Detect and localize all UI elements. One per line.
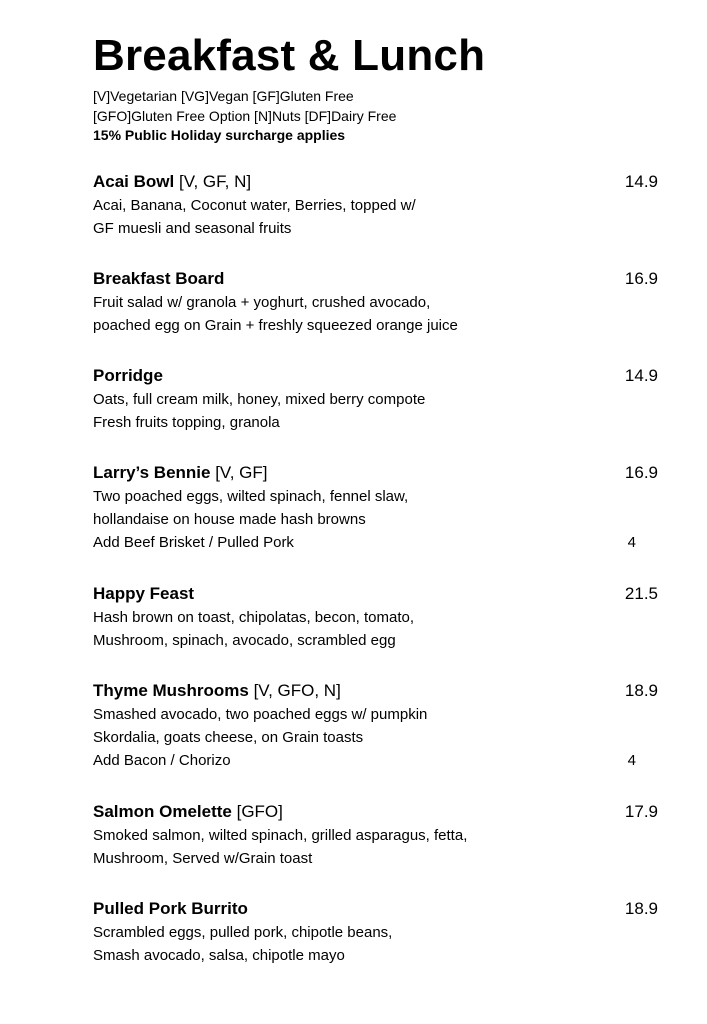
menu-item-name: Thyme Mushrooms: [93, 681, 249, 700]
menu-item-addon-price: 4: [627, 534, 636, 551]
menu-item-price: 18.9: [624, 681, 658, 700]
menu-item: [93, 800, 658, 870]
menu-item-dietary-tags: [GFO]: [231, 802, 283, 821]
menu-item-price: 16.9: [624, 463, 658, 482]
menu-item: [93, 461, 658, 555]
menu-item-header: [93, 461, 658, 485]
menu-item-name: Larry’s Bennie: [93, 463, 211, 482]
menu-item-description-line: Mushroom, Served w/Grain toast: [93, 850, 313, 867]
menu-item-name: Salmon Omelette: [93, 802, 232, 821]
menu-item-header: [93, 679, 658, 703]
menu-item-description-line: Smoked salmon, wilted spinach, grilled asparagus, fetta,: [93, 827, 468, 844]
menu-item-addon-label: Add Beef Brisket / Pulled Pork: [93, 534, 294, 551]
menu-item-price: 21.5: [624, 584, 658, 603]
menu-item-dietary-tags: [V, GF]: [210, 463, 268, 482]
menu-item: [93, 364, 658, 434]
menu-item-addon-price: 4: [627, 752, 636, 769]
menu-item-description-line: Smashed avocado, two poached eggs w/ pumpkin: [93, 706, 428, 723]
legend-line-2: [GFO]Gluten Free Option [N]Nuts [DF]Dairy Free: [93, 107, 397, 124]
menu-item-description: [93, 824, 658, 870]
menu-item-header: [93, 364, 658, 388]
dietary-legend: [93, 87, 653, 146]
menu-item-description-line: Mushroom, spinach, avocado, scrambled egg: [93, 632, 396, 649]
menu-item-price: 14.9: [624, 172, 658, 191]
menu-item-addon: [93, 749, 658, 773]
menu-item-name: Breakfast Board: [93, 269, 225, 288]
menu-item-addon-label: Add Bacon / Chorizo: [93, 752, 231, 769]
menu-item-description: [93, 388, 658, 434]
menu-item-name: Porridge: [93, 366, 163, 385]
menu-item-description-line: Oats, full cream milk, honey, mixed berry compote: [93, 391, 426, 408]
menu-item-name: Pulled Pork Burrito: [93, 899, 248, 918]
menu-item-description-line: hollandaise on house made hash browns: [93, 511, 366, 528]
menu-items: [93, 170, 658, 994]
menu-item-price: 16.9: [624, 269, 658, 288]
menu-item: [93, 897, 658, 967]
menu-item-name: Happy Feast: [93, 584, 195, 603]
menu-item-description-line: poached egg on Grain + freshly squeezed orange juice: [93, 317, 458, 334]
menu-item-description: [93, 194, 658, 240]
menu-item-header: [93, 582, 658, 606]
menu-item-header: [93, 800, 658, 824]
menu-item-description: [93, 485, 658, 531]
menu-item-description-line: Fresh fruits topping, granola: [93, 414, 280, 431]
menu-item-description: [93, 703, 658, 749]
legend-line-1: [V]Vegetarian [VG]Vegan [GF]Gluten Free: [93, 88, 354, 104]
menu-item-dietary-tags: [V, GFO, N]: [248, 681, 341, 700]
menu-item-header: [93, 267, 658, 291]
menu-item-description-line: Skordalia, goats cheese, on Grain toasts: [93, 729, 364, 746]
menu-item-description: [93, 291, 658, 337]
menu-item-price: 14.9: [624, 366, 658, 385]
menu-item-description-line: Hash brown on toast, chipolatas, becon, tomato,: [93, 609, 415, 626]
menu-item: [93, 267, 658, 337]
surcharge-notice: 15% Public Holiday surcharge applies: [93, 127, 346, 143]
menu-item-addon: [93, 531, 658, 555]
menu-item-name: Acai Bowl: [93, 172, 175, 191]
menu-item-dietary-tags: [V, GF, N]: [174, 172, 252, 191]
menu-item-description-line: Two poached eggs, wilted spinach, fennel slaw,: [93, 488, 409, 505]
menu-item-header: [93, 897, 658, 921]
menu-item-price: 17.9: [624, 802, 658, 821]
menu-item-description-line: Smash avocado, salsa, chipotle mayo: [93, 947, 345, 964]
menu-item: [93, 582, 658, 652]
page-title: Breakfast & Lunch: [93, 31, 486, 80]
menu-item-description-line: Acai, Banana, Coconut water, Berries, topped w/: [93, 197, 416, 214]
menu-item-price: 18.9: [624, 899, 658, 918]
menu-item: [93, 170, 658, 240]
menu-item-description: [93, 921, 658, 967]
menu-item-description-line: GF muesli and seasonal fruits: [93, 220, 292, 237]
menu-item-header: [93, 170, 658, 194]
menu-item-description-line: Fruit salad w/ granola + yoghurt, crushed avocado,: [93, 294, 431, 311]
menu-item-description: [93, 606, 658, 652]
menu-item-description-line: Scrambled eggs, pulled pork, chipotle beans,: [93, 924, 393, 941]
menu-item: [93, 679, 658, 773]
